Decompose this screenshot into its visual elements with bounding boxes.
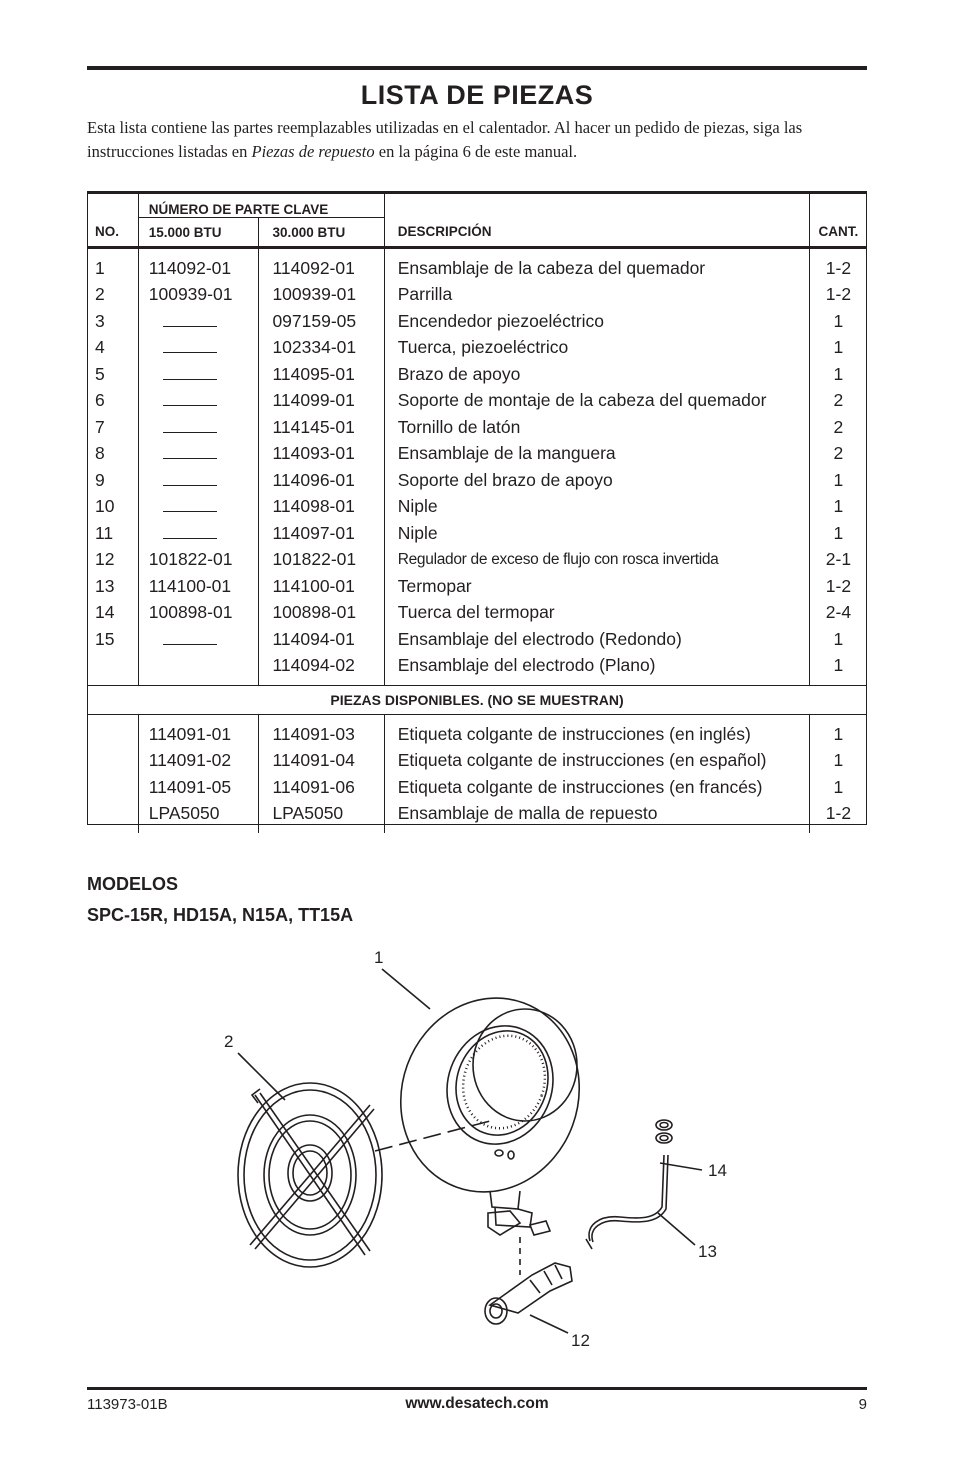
part-description: Niple: [384, 494, 809, 521]
available-parts-body: [87, 715, 867, 834]
row-number: 1: [87, 248, 138, 282]
heater-exploded-view: [200, 945, 760, 1365]
table-row: [87, 600, 867, 627]
table-row: [87, 520, 867, 547]
bottom-rule: [87, 1387, 867, 1390]
row-number: 9: [87, 467, 138, 494]
part-description: Niple: [384, 520, 809, 547]
part-quantity: 1-2: [825, 284, 852, 305]
header-no: NO.: [87, 218, 138, 248]
part-quantity: 1: [833, 750, 844, 771]
row-number: 2: [87, 282, 138, 309]
part-description: Soporte de montaje de la cabeza del quemador: [384, 388, 809, 415]
part-description: Regulador de exceso de flujo con rosca invertida: [384, 547, 809, 574]
part-number-15000: LPA5050: [138, 801, 259, 834]
part-number-30000: 100939-01: [259, 282, 384, 309]
part-description: Tornillo de latón: [384, 414, 809, 441]
table-row: [87, 361, 867, 388]
part-quantity: 2: [833, 390, 844, 411]
part-quantity: 2: [833, 416, 844, 437]
row-number: [87, 653, 138, 686]
row-number: 5: [87, 361, 138, 388]
part-number-15000: [138, 467, 259, 494]
part-quantity: 1: [833, 776, 844, 797]
row-number: 10: [87, 494, 138, 521]
part-quantity: 1: [833, 628, 844, 649]
grill-part: [238, 1083, 382, 1267]
part-number-30000: 114094-02: [259, 653, 384, 686]
part-quantity: 1: [833, 469, 844, 490]
row-number: [87, 801, 138, 834]
burner-head-part: [374, 973, 606, 1275]
available-parts-header-row: [87, 686, 867, 715]
part-description: Ensamblaje de la manguera: [384, 441, 809, 468]
regulator-part: [485, 1263, 572, 1324]
part-number-15000: 100898-01: [138, 600, 259, 627]
part-number-30000: 114145-01: [259, 414, 384, 441]
callout-2: 2: [224, 1032, 234, 1051]
row-number: 3: [87, 308, 138, 335]
row-number: 14: [87, 600, 138, 627]
part-description: Termopar: [384, 573, 809, 600]
not-applicable-blank: [163, 526, 217, 539]
thermocouple-nut-part: [656, 1120, 672, 1143]
part-number-15000: [138, 361, 259, 388]
part-number-30000: 114092-01: [259, 248, 384, 282]
header-quantity: CANT.: [809, 218, 867, 248]
part-description: Encendedor piezoeléctrico: [384, 308, 809, 335]
part-number-15000: [138, 388, 259, 415]
part-number-30000: 114091-03: [259, 715, 384, 748]
part-number-15000: [138, 653, 259, 686]
part-description: Ensamblaje de malla de repuesto: [384, 801, 809, 834]
table-row: [87, 414, 867, 441]
part-quantity: 2-4: [825, 602, 852, 623]
parts-table-body: [87, 248, 867, 686]
part-number-15000: [138, 441, 259, 468]
table-row: [87, 441, 867, 468]
intro-text-2: en la página 6 de este manual.: [374, 142, 578, 161]
table-row: [87, 653, 867, 686]
page-title: LISTA DE PIEZAS: [360, 80, 594, 110]
part-number-30000: 114098-01: [259, 494, 384, 521]
part-number-15000: 101822-01: [138, 547, 259, 574]
table-row: [87, 494, 867, 521]
part-number-30000: 114093-01: [259, 441, 384, 468]
exploded-parts-diagram: [200, 945, 760, 1365]
part-quantity: 1: [833, 522, 844, 543]
table-row: [87, 573, 867, 600]
callout-14: 14: [708, 1161, 727, 1180]
part-number-30000: 114099-01: [259, 388, 384, 415]
part-number-15000: [138, 626, 259, 653]
callout-1: 1: [374, 948, 384, 967]
row-number: [87, 715, 138, 748]
table-row: [87, 308, 867, 335]
part-description: Ensamblaje de la cabeza del quemador: [384, 248, 809, 282]
leader-line-1: [382, 969, 430, 1009]
part-quantity: 1: [833, 310, 844, 331]
header-15000-btu: 15.000 BTU: [138, 218, 259, 248]
part-number-30000: LPA5050: [259, 801, 384, 834]
thermocouple-part: [586, 1155, 668, 1249]
part-number-15000: [138, 308, 259, 335]
part-quantity: 1-2: [825, 575, 852, 596]
part-description: Tuerca, piezoeléctrico: [384, 335, 809, 362]
table-header-group-row: [87, 191, 867, 218]
not-applicable-blank: [163, 473, 217, 486]
part-quantity: 1: [833, 337, 844, 358]
intro-paragraph: [87, 116, 871, 164]
callout-13: 13: [698, 1242, 717, 1261]
not-applicable-blank: [163, 632, 217, 645]
intro-text-1: Esta lista contiene las partes reemplazables utilizadas en el calentador. Al hacer un pedido de piezas, siga las instrucciones listadas en: [87, 118, 803, 161]
part-number-30000: 114091-06: [259, 774, 384, 801]
part-description: Ensamblaje del electrodo (Redondo): [384, 626, 809, 653]
part-description: Tuerca del termopar: [384, 600, 809, 627]
callout-12: 12: [571, 1331, 590, 1350]
top-rule: [87, 66, 867, 70]
part-quantity: 2-1: [825, 549, 852, 570]
part-number-30000: 114096-01: [259, 467, 384, 494]
row-number: 7: [87, 414, 138, 441]
part-quantity: 1: [833, 655, 844, 676]
part-number-15000: 114091-01: [138, 715, 259, 748]
part-number-15000: 114091-05: [138, 774, 259, 801]
part-number-30000: 097159-05: [259, 308, 384, 335]
part-number-30000: 114091-04: [259, 748, 384, 775]
parts-table: [87, 191, 867, 833]
row-number: 8: [87, 441, 138, 468]
row-number: 4: [87, 335, 138, 362]
part-quantity: 1: [833, 496, 844, 517]
table-row: [87, 547, 867, 574]
part-number-30000: 100898-01: [259, 600, 384, 627]
leader-line-12: [530, 1315, 568, 1333]
part-number-15000: [138, 335, 259, 362]
table-row: [87, 774, 867, 801]
not-applicable-blank: [163, 393, 217, 406]
not-applicable-blank: [163, 446, 217, 459]
table-row: [87, 282, 867, 309]
part-description: Parrilla: [384, 282, 809, 309]
part-quantity: 1-2: [825, 257, 852, 278]
row-number: 11: [87, 520, 138, 547]
not-applicable-blank: [163, 499, 217, 512]
part-quantity: 1-2: [825, 803, 852, 824]
part-description: Brazo de apoyo: [384, 361, 809, 388]
not-applicable-blank: [163, 367, 217, 380]
part-number-30000: 114095-01: [259, 361, 384, 388]
header-30000-btu: 30.000 BTU: [259, 218, 384, 248]
part-number-15000: [138, 414, 259, 441]
table-row: [87, 715, 867, 748]
not-applicable-blank: [163, 314, 217, 327]
part-number-group-header: NÚMERO DE PARTE CLAVE: [138, 191, 384, 218]
part-description: Etiqueta colgante de instrucciones (en inglés): [384, 715, 809, 748]
part-quantity: 1: [833, 363, 844, 384]
row-number: 12: [87, 547, 138, 574]
part-number-15000: 114091-02: [138, 748, 259, 775]
assembly-dashed-line: [375, 1121, 490, 1151]
leader-line-13: [658, 1213, 695, 1245]
row-number: 6: [87, 388, 138, 415]
row-number: [87, 748, 138, 775]
table-row: [87, 801, 867, 834]
part-description: Etiqueta colgante de instrucciones (en español): [384, 748, 809, 775]
not-applicable-blank: [163, 420, 217, 433]
part-number-30000: 114097-01: [259, 520, 384, 547]
table-row: [87, 388, 867, 415]
models-heading: MODELOS: [87, 874, 179, 894]
leader-line-14: [660, 1163, 702, 1170]
part-number-30000: 114100-01: [259, 573, 384, 600]
not-applicable-blank: [163, 340, 217, 353]
part-number-15000: [138, 494, 259, 521]
table-row: [87, 467, 867, 494]
part-number-15000: [138, 520, 259, 547]
intro-italic-reference: Piezas de repuesto: [251, 142, 375, 161]
part-quantity: 1: [833, 723, 844, 744]
part-number-30000: 101822-01: [259, 547, 384, 574]
part-description: Etiqueta colgante de instrucciones (en francés): [384, 774, 809, 801]
row-number: [87, 774, 138, 801]
part-number-30000: 102334-01: [259, 335, 384, 362]
page-number: 9: [858, 1396, 867, 1413]
part-number-15000: 100939-01: [138, 282, 259, 309]
table-row: [87, 626, 867, 653]
header-description: DESCRIPCIÓN: [384, 218, 809, 248]
part-quantity: 2: [833, 443, 844, 464]
available-parts-header: PIEZAS DISPONIBLES. (NO SE MUESTRAN): [87, 686, 867, 715]
table-row: [87, 748, 867, 775]
part-number-15000: 114100-01: [138, 573, 259, 600]
table-row: [87, 335, 867, 362]
part-description: Soporte del brazo de apoyo: [384, 467, 809, 494]
table-row: [87, 248, 867, 282]
part-description: Ensamblaje del electrodo (Plano): [384, 653, 809, 686]
row-number: 15: [87, 626, 138, 653]
row-number: 13: [87, 573, 138, 600]
document-number: 113973-01B: [87, 1396, 168, 1413]
website-link[interactable]: www.desatech.com: [405, 1395, 549, 1412]
models-list: SPC-15R, HD15A, N15A, TT15A: [87, 905, 354, 925]
table-header-row: [87, 218, 867, 248]
part-number-30000: 114094-01: [259, 626, 384, 653]
part-number-15000: 114092-01: [138, 248, 259, 282]
